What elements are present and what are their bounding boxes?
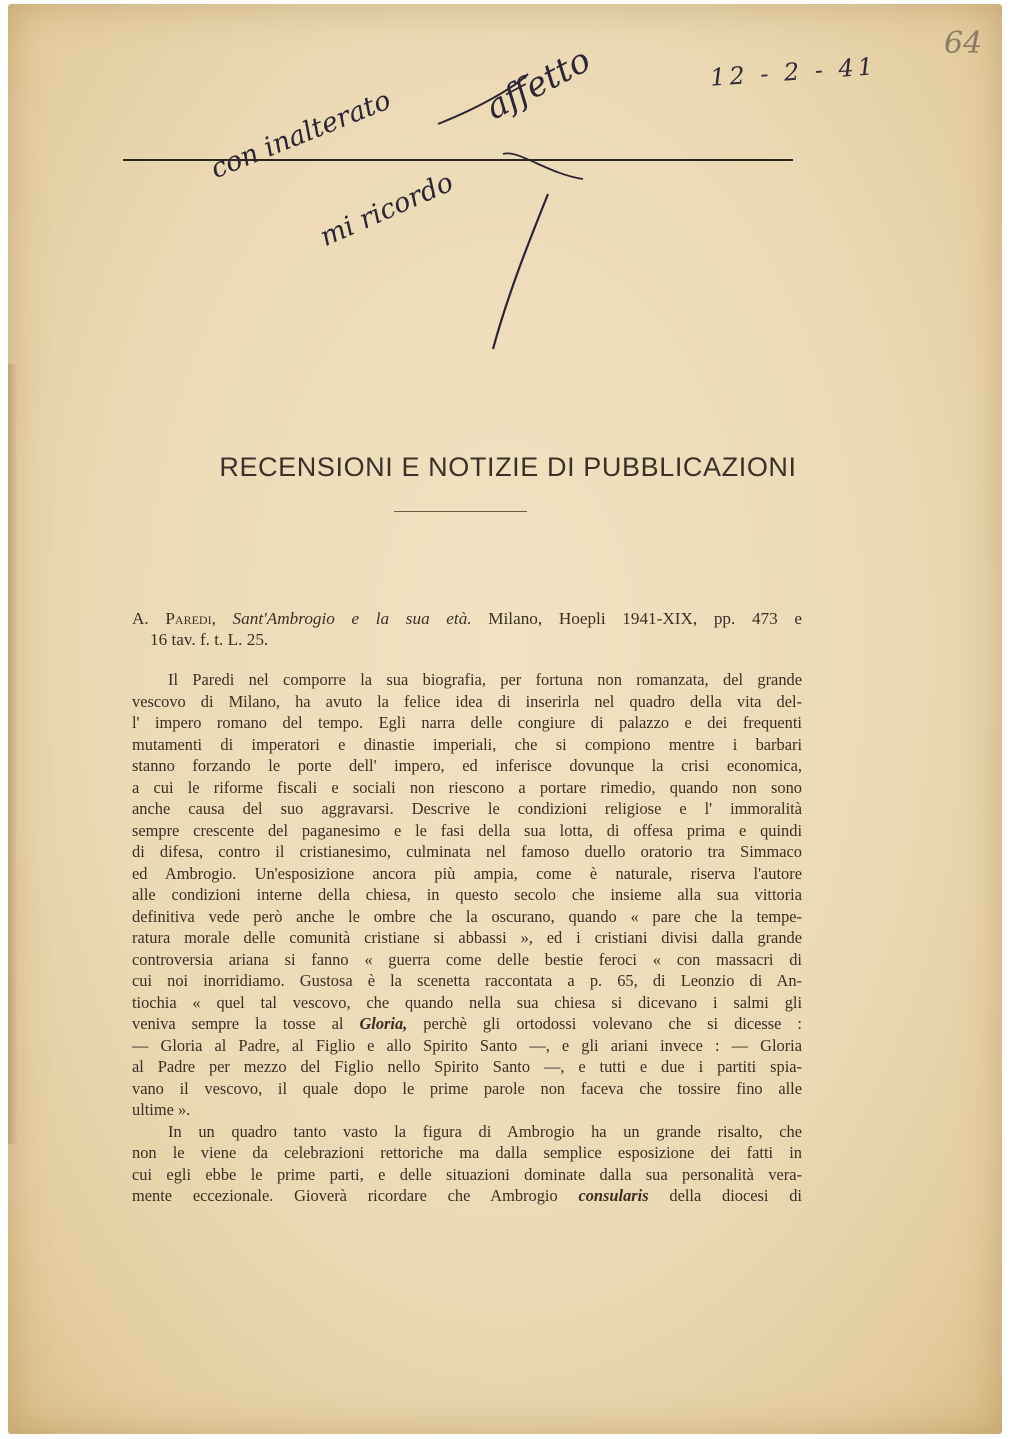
emphasis-consularis: consularis (578, 1186, 649, 1205)
body-line: vano il vescovo, il quale dopo le prime parole non faceva che tossire fino alle (132, 1078, 802, 1098)
author-surname: Paredi, (165, 609, 216, 628)
book-title: Sant'Ambrogio e la sua età. (232, 609, 472, 628)
body-line: cui egli ebbe le prime parti, e delle situazioni dominate dalla sua personalità vera- (132, 1164, 802, 1184)
review-body (132, 669, 802, 1207)
body-line: stanno forzando le porte dell' impero, ed inferisce dovunque la crisi economica, (132, 756, 802, 775)
body-line: — Gloria al Padre, al Figlio e allo Spirito Santo —, e gli ariani invece : — Gloria (132, 1035, 802, 1055)
body-text: mente eccezionale. Gioverà ricordare che Ambrogio (132, 1186, 558, 1205)
body-line: alle condizioni interne della chiesa, in questo secolo che insieme alla sua vittoria (132, 885, 802, 904)
body-line: a cui le riforme fiscali e sociali non riescono a portare rimedio, quando non sono (132, 777, 802, 797)
title-divider (394, 511, 527, 512)
book-imprint-continued: 16 tav. f. t. L. 25. (150, 630, 269, 649)
body-line: ultime ». (132, 1100, 191, 1119)
body-line: mutamenti di imperatori e dinastie imperiali, che si compiono mentre i barbari (132, 734, 802, 754)
book-imprint: Milano, Hoepli 1941-XIX, pp. 473 e (488, 609, 803, 628)
handwritten-dedication-line1: con inalterato (206, 84, 396, 185)
body-line: ed Ambrogio. Un'esposizione ancora più ampia, come è naturale, riserva l'autore (132, 863, 802, 883)
body-line: vescovo di Milano, ha avuto la felice idea di inserirla nel quadro della vita del- (132, 691, 802, 711)
handwritten-dedication-line2: affetto (479, 39, 598, 129)
handwritten-dedication-line3: mi ricordo (315, 166, 458, 253)
body-text: della diocesi di (669, 1186, 802, 1205)
handwritten-signature-flourish (188, 64, 668, 364)
body-line: In un quadro tanto vasto la figura di Ambrogio ha un grande risalto, che (168, 1121, 802, 1141)
body-line: sempre crescente del paganesimo e le fasi della sua lotta, di offesa prima e quindi (132, 820, 802, 840)
body-line: ratura morale delle comunità cristiane si abbassi », ed i cristiani divisi dalla grande (132, 928, 802, 947)
handwritten-date: 12 - 2 - 41 (709, 52, 878, 92)
body-line: definitiva vede però anche le ombre che la oscurano, quando « pare che la tempe- (132, 906, 802, 926)
body-line: Il Paredi nel comporre la sua biografia, per fortuna non romanzata, del grande (168, 670, 802, 689)
body-line: di difesa, contro il cristianesimo, culminata nel famoso duello oratorio tra Simmaco (132, 842, 802, 861)
body-line (132, 1185, 802, 1207)
body-line (132, 1013, 802, 1035)
body-line: al Padre per mezzo del Figlio nello Spirito Santo —, e tutti e due i partiti spia- (132, 1057, 802, 1076)
handwritten-page-number: 64 (944, 26, 983, 61)
body-text: perchè gli ortodossi volevano che si dicesse : (423, 1014, 802, 1033)
body-text: veniva sempre la tosse al (132, 1014, 344, 1033)
page-title: RECENSIONI E NOTIZIE DI PUBBLICAZIONI (219, 452, 797, 482)
body-line: non le viene da celebrazioni rettoriche ma dalla semplice esposizione dei fatti in (132, 1143, 802, 1162)
bib-line-1 (132, 608, 802, 629)
body-line: l' impero romano del tempo. Egli narra delle congiure di palazzo e dei frequenti (132, 713, 802, 732)
bibliographic-entry (132, 608, 802, 650)
emphasis-gloria: Gloria, (359, 1014, 408, 1033)
author-initial: A. (132, 609, 149, 628)
body-line: anche causa del suo aggravarsi. Descrive le condizioni religiose e l' immoralità (132, 799, 802, 818)
document-page (8, 4, 1002, 1434)
body-line: cui noi inorridiamo. Gustosa è la scenetta raccontata a p. 65, di Leonzio di An- (132, 971, 802, 990)
body-line: controversia ariana si fanno « guerra come delle bestie feroci « con massacri di (132, 949, 802, 969)
body-line: tiochia « quel tal vescovo, che quando nella sua chiesa si dicevano i salmi gli (132, 992, 802, 1012)
